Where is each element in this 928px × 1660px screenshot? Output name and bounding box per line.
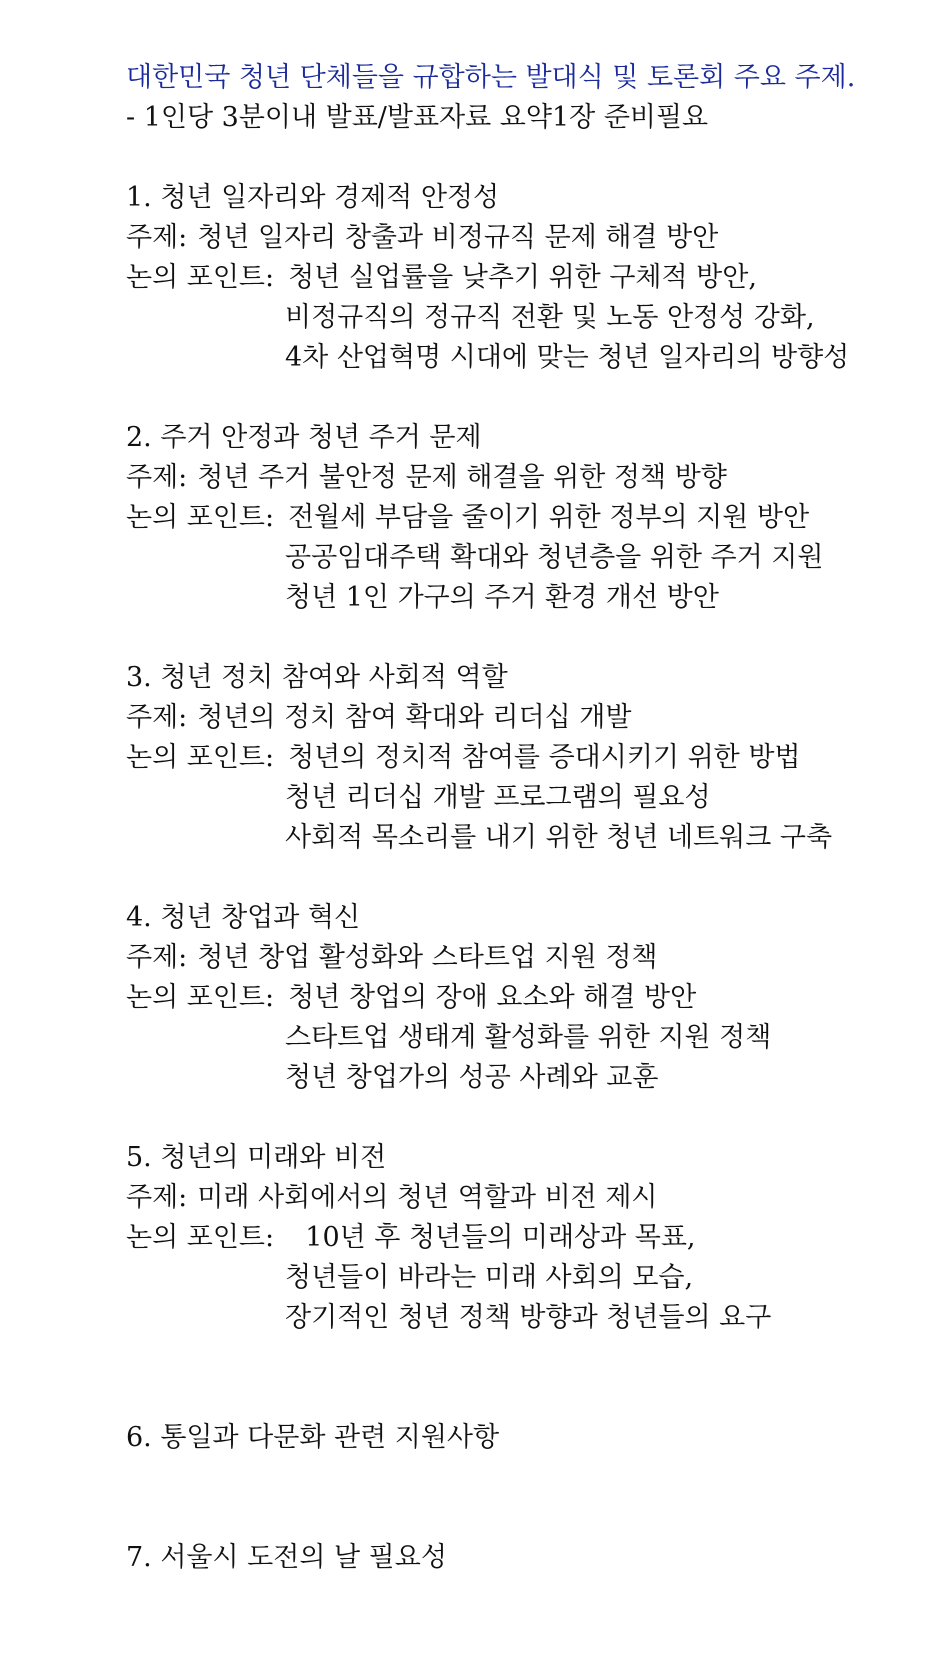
topic-label: 주제: [126, 462, 188, 493]
preparation-note: - 1인당 3분이내 발표/발표자료 요약1장 준비필요 [126, 102, 709, 133]
points-label: 논의 포인트: [126, 982, 275, 1013]
discussion-point: 비정규직의 정규직 전환 및 노동 안정성 강화, [285, 302, 815, 333]
discussion-point: 장기적인 청년 정책 방향과 청년들의 요구 [285, 1302, 772, 1333]
section-4 [126, 898, 906, 1098]
points-label: 논의 포인트: [126, 262, 275, 293]
section-heading: 4. 청년 창업과 혁신 [126, 902, 361, 933]
spacer [126, 1458, 906, 1538]
discussion-point: 청년들이 바라는 미래 사회의 모습, [285, 1262, 694, 1293]
discussion-point: 청년 1인 가구의 주거 환경 개선 방안 [285, 582, 719, 613]
topic-label: 주제: [126, 942, 188, 973]
discussion-point: 청년 리더십 개발 프로그램의 필요성 [285, 782, 711, 813]
discussion-point: 4차 산업혁명 시대에 맞는 청년 일자리의 방향성 [285, 342, 850, 373]
discussion-point [126, 738, 906, 778]
topic-text: 청년 일자리 창출과 비정규직 문제 해결 방안 [197, 222, 719, 253]
points-label: 논의 포인트: [126, 1222, 275, 1253]
discussion-point [126, 258, 906, 298]
section-topic [126, 218, 906, 258]
section-5 [126, 1138, 906, 1338]
points-label: 논의 포인트: [126, 502, 275, 533]
points-label: 논의 포인트: [126, 742, 275, 773]
section-3 [126, 658, 906, 858]
point-text: 청년의 정치적 참여를 증대시키기 위한 방법 [288, 742, 801, 773]
section-topic [126, 698, 906, 738]
topic-label: 주제: [126, 222, 188, 253]
document-title: 대한민국 청년 단체들을 규합하는 발대식 및 토론회 주요 주제. [126, 62, 856, 93]
topic-text: 청년 창업 활성화와 스타트업 지원 정책 [197, 942, 658, 973]
point-text: 전월세 부담을 줄이기 위한 정부의 지원 방안 [288, 502, 810, 533]
spacer [126, 138, 906, 178]
section-heading: 5. 청년의 미래와 비전 [126, 1142, 387, 1173]
section-topic [126, 458, 906, 498]
topic-text: 청년 주거 불안정 문제 해결을 위한 정책 방향 [197, 462, 727, 493]
discussion-point: 청년 창업가의 성공 사례와 교훈 [285, 1062, 659, 1093]
section-topic [126, 1178, 906, 1218]
section-heading-6: 6. 통일과 다문화 관련 지원사항 [126, 1422, 500, 1453]
section-heading: 1. 청년 일자리와 경제적 안정성 [126, 182, 500, 213]
point-text: 청년 창업의 장애 요소와 해결 방안 [288, 982, 697, 1013]
document-body [126, 58, 906, 1578]
section-heading: 2. 주거 안정과 청년 주거 문제 [126, 422, 482, 453]
spacer [126, 1098, 906, 1138]
section-heading-7: 7. 서울시 도전의 날 필요성 [126, 1542, 447, 1573]
discussion-point [126, 1218, 906, 1258]
discussion-point [126, 978, 906, 1018]
section-1 [126, 178, 906, 378]
topic-label: 주제: [126, 702, 188, 733]
discussion-point [126, 498, 906, 538]
spacer [126, 1338, 906, 1418]
section-topic [126, 938, 906, 978]
topic-label: 주제: [126, 1182, 188, 1213]
section-heading: 3. 청년 정치 참여와 사회적 역할 [126, 662, 508, 693]
spacer [126, 378, 906, 418]
discussion-point: 공공임대주택 확대와 청년층을 위한 주거 지원 [285, 542, 824, 573]
topic-text: 미래 사회에서의 청년 역할과 비전 제시 [197, 1182, 658, 1213]
topic-text: 청년의 정치 참여 확대와 리더십 개발 [197, 702, 632, 733]
point-text: 10년 후 청년들의 미래상과 목표, [305, 1222, 696, 1253]
point-text: 청년 실업률을 낮추기 위한 구체적 방안, [288, 262, 757, 293]
discussion-point: 사회적 목소리를 내기 위한 청년 네트워크 구축 [285, 822, 833, 853]
discussion-point: 스타트업 생태계 활성화를 위한 지원 정책 [285, 1022, 772, 1053]
spacer [126, 858, 906, 898]
spacer [126, 618, 906, 658]
section-2 [126, 418, 906, 618]
